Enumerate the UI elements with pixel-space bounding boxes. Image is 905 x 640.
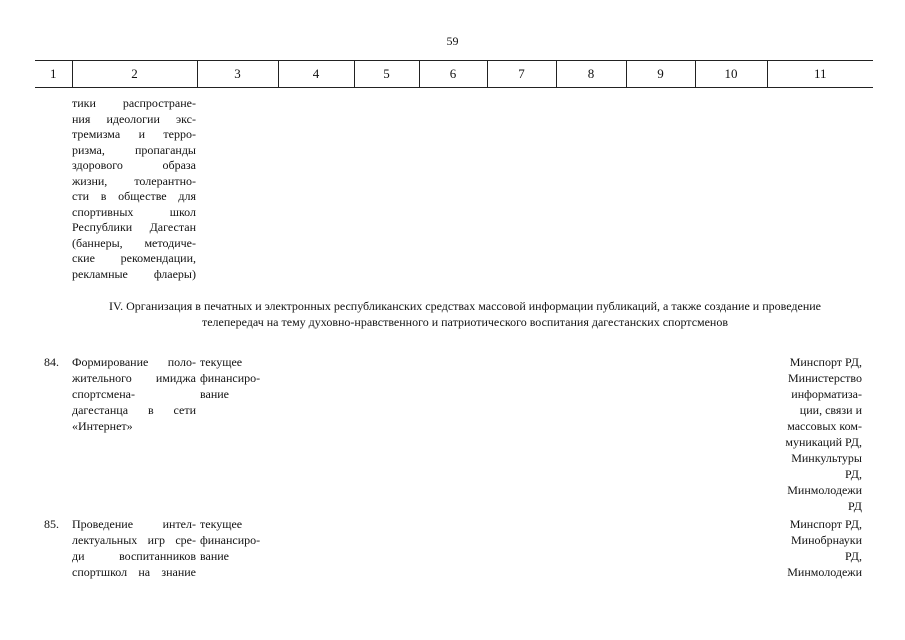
header-cell-6: 6 [419, 61, 487, 88]
section-heading-line: телепередач на тему духовно-нравственного и патриотического воспитания дагестанских спортсменов [201, 315, 729, 329]
text-line: Минспорт РД, [789, 517, 862, 531]
text-line: Минмолодежи [787, 565, 862, 579]
text-line: муникаций РД, [785, 435, 862, 449]
text-line: текущее [200, 517, 243, 531]
text-line: жизни, толерантно- [72, 173, 196, 188]
text-line: здорового образа [72, 158, 196, 172]
header-cell-9: 9 [626, 61, 695, 88]
text-line: лектуальных игр сре- [72, 533, 196, 547]
text-line: спортивных школ [72, 204, 196, 219]
row-84-description [72, 354, 196, 434]
header-cell-2: 2 [72, 61, 197, 88]
text-line: Минспорт РД, [789, 355, 862, 369]
row-84-funding [200, 354, 280, 402]
text-line: ции, связи и [799, 403, 862, 417]
text-line: «Интернет» [72, 419, 133, 433]
text-line: сти в обществе для [72, 189, 196, 203]
text-line: Минкультуры [791, 451, 862, 465]
header-cell-11: 11 [767, 61, 873, 88]
continued-row-description [72, 96, 196, 282]
section-heading-line: IV. Организация в печатных и электронных республиканских средствах массовой информации публикаций, а также создание и проведение [109, 299, 821, 313]
row-85-responsible [770, 516, 862, 580]
header-cell-3: 3 [197, 61, 278, 88]
text-line: вание [200, 387, 230, 401]
text-line: жительного имиджа [72, 371, 196, 385]
row-number: 85. [44, 517, 59, 531]
header-cell-8: 8 [556, 61, 626, 88]
text-line: ские рекомендации, [72, 251, 196, 265]
text-line: ния идеологии экс- [72, 111, 196, 126]
row-84-responsible [770, 354, 862, 514]
section-heading [55, 298, 875, 330]
header-cell-1: 1 [35, 61, 72, 88]
text-line: РД, [845, 549, 862, 563]
text-line: финансиро- [200, 371, 261, 385]
header-cell-10: 10 [695, 61, 767, 88]
text-line: Министерство [788, 371, 862, 385]
text-line: информатиза- [791, 387, 862, 401]
text-line: ди воспитанников [72, 549, 196, 563]
text-line: РД [848, 499, 862, 513]
text-line: спортсмена- [72, 387, 135, 401]
text-line: РД, [845, 467, 862, 481]
text-line: спортшкол на знание [72, 565, 196, 579]
page-number: 59 [446, 34, 459, 48]
text-line: вание [200, 549, 230, 563]
text-line: Минмолодежи [787, 483, 862, 497]
column-number-header [35, 60, 873, 88]
text-line: тремизма и терро- [72, 127, 196, 141]
header-cell-5: 5 [354, 61, 419, 88]
header-cell-4: 4 [278, 61, 354, 88]
text-line: ризма, пропаганды [72, 142, 196, 157]
text-line: Республики Дагестан [72, 220, 196, 234]
row-85-description [72, 516, 196, 580]
text-line: массовых ком- [787, 419, 862, 433]
text-line: рекламные флаеры) [72, 266, 196, 281]
row-number: 84. [44, 355, 59, 369]
header-cell-7: 7 [487, 61, 556, 88]
text-line: (баннеры, методиче- [72, 235, 196, 250]
text-line: дагестанца в сети [72, 403, 196, 417]
row-85-funding [200, 516, 280, 564]
text-line: Формирование поло- [72, 355, 196, 369]
text-line: финансиро- [200, 533, 261, 547]
text-line: Минобрнауки [790, 533, 862, 547]
text-line: Проведение интел- [72, 517, 196, 531]
text-line: текущее [200, 355, 243, 369]
text-line: тики распростране- [72, 96, 196, 110]
